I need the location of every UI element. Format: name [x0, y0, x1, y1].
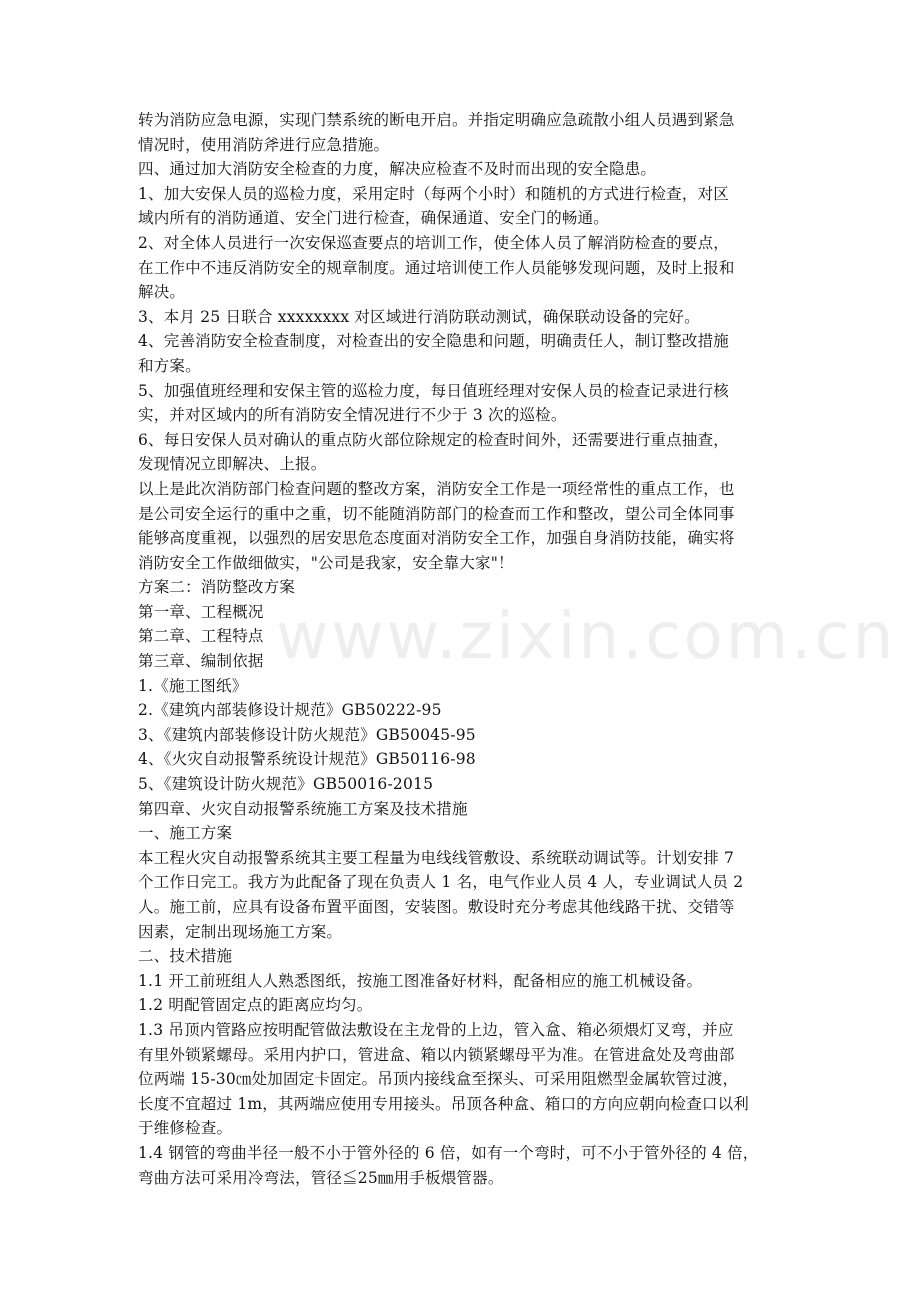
text-line: 解决。 — [138, 283, 186, 302]
text-line: 3、《建筑内部装修设计防火规范》GB50045-95 — [138, 725, 476, 744]
text-line: 位两端 15-30㎝处加固定卡固定。吊顶内接线盒至探头、可采用阻燃型金属软管过渡， — [138, 1070, 739, 1089]
text-line: 发现情况立即解决、上报。 — [138, 455, 327, 474]
text-line: 方案二：消防整改方案 — [138, 578, 296, 597]
text-line: 4、《火灾自动报警系统设计规范》GB50116-98 — [138, 750, 476, 769]
text-line: 人。施工前，应具有设备布置平面图，安装图。敷设时充分考虑其他线路干扰、交错等 — [138, 898, 735, 916]
text-line: 1.《施工图纸》 — [138, 676, 248, 695]
text-line: 2.《建筑内部装修设计规范》GB50222-95 — [138, 701, 442, 720]
watermark: www.zixin.com.cn — [276, 600, 897, 674]
text-line: 3、本月 25 日联合 xxxxxxxx 对区域进行消防联动测试，确保联动设备的完好。 — [138, 307, 700, 326]
text-line: 5、《建筑设计防火规范》GB50016-2015 — [138, 775, 434, 794]
text-line: 1.1 开工前班组人人熟悉图纸，按施工图准备好材料，配备相应的施工机械设备。 — [138, 971, 703, 990]
text-line: 因素，定制出现场施工方案。 — [138, 922, 343, 941]
text-line: 本工程火灾自动报警系统其主要工程量为电线线管敷设、系统联动调试等。计划安排 7 — [138, 848, 735, 867]
text-line: 1.2 明配管固定点的距离应均匀。 — [138, 996, 373, 1015]
text-line: 能够高度重视，以强烈的居安思危态度面对消防安全工作，加强自身消防技能，确实将 — [138, 529, 735, 548]
text-line: 实，并对区域内的所有消防安全情况进行不少于 3 次的巡检。 — [138, 406, 567, 425]
text-line: 1.3 吊顶内管路应按明配管做法敷设在主龙骨的上边，管入盒、箱必须煨灯叉弯，并应 — [138, 1020, 734, 1039]
text-line: 第四章、火灾自动报警系统施工方案及技术措施 — [138, 799, 468, 818]
document-body — [138, 108, 788, 1190]
text-line: 转为消防应急电源，实现门禁系统的断电开启。并指定明确应急疏散小组人员遇到紧急 — [138, 111, 735, 129]
text-line: 一、施工方案 — [138, 824, 233, 843]
text-line: 4、完善消防安全检查制度，对检查出的安全隐患和问题，明确责任人，制订整改措施 — [138, 332, 729, 351]
text-line: 弯曲方法可采用冷弯法，管径≦25㎜用手板煨管器。 — [138, 1168, 504, 1187]
text-line: 和方案。 — [138, 356, 201, 375]
text-line: 第二章、工程特点 — [138, 627, 264, 646]
text-line: 于维修检查。 — [138, 1119, 233, 1138]
text-line: 情况时，使用消防斧进行应急措施。 — [138, 135, 390, 154]
text-line: 有里外锁紧螺母。采用内护口，管进盒、箱以内锁紧螺母平为准。在管进盒处及弯曲部 — [138, 1045, 735, 1064]
text-line: 域内所有的消防通道、安全门进行检查，确保通道、安全门的畅通。 — [138, 209, 610, 228]
text-line: 以上是此次消防部门检查问题的整改方案，消防安全工作是一项经常性的重点工作，也 — [138, 479, 735, 498]
text-line: 1、加大安保人员的巡检力度，采用定时（每两个小时）和随机的方式进行检查，对区 — [138, 184, 729, 203]
text-line: 长度不宜超过 1m，其两端应使用专用接头。吊顶各种盒、箱口的方向应朝向检查口以利 — [138, 1094, 749, 1113]
text-line: 四、通过加大消防安全检查的力度，解决应检查不及时而出现的安全隐患。 — [138, 160, 657, 179]
text-line: 6、每日安保人员对确认的重点防火部位除规定的检查时间外，还需要进行重点抽查， — [138, 430, 729, 449]
text-line: 二、技术措施 — [138, 947, 233, 966]
text-line: 2、对全体人员进行一次安保巡查要点的培训工作，使全体人员了解消防检查的要点， — [138, 233, 729, 252]
text-line: 1.4 钢管的弯曲半径一般不小于管外径的 6 倍，如有一个弯时，可不小于管外径的 4 倍， — [138, 1143, 759, 1162]
text-line: 5、加强值班经理和安保主管的巡检力度，每日值班经理对安保人员的检查记录进行核 — [138, 381, 729, 400]
text-line: 第一章、工程概况 — [138, 602, 264, 621]
text-line: 个工作日完工。我方为此配备了现在负责人 1 名，电气作业人员 4 人，专业调试人员 2 — [138, 873, 744, 892]
text-line: 消防安全工作做细做实，"公司是我家，安全靠大家"！ — [138, 553, 514, 572]
text-line: 第三章、编制依据 — [138, 652, 264, 671]
text-line: 是公司安全运行的重中之重，切不能随消防部门的检查而工作和整改，望公司全体同事 — [138, 504, 735, 523]
text-line: 在工作中不违反消防安全的规章制度。通过培训使工作人员能够发现问题，及时上报和 — [138, 258, 735, 277]
